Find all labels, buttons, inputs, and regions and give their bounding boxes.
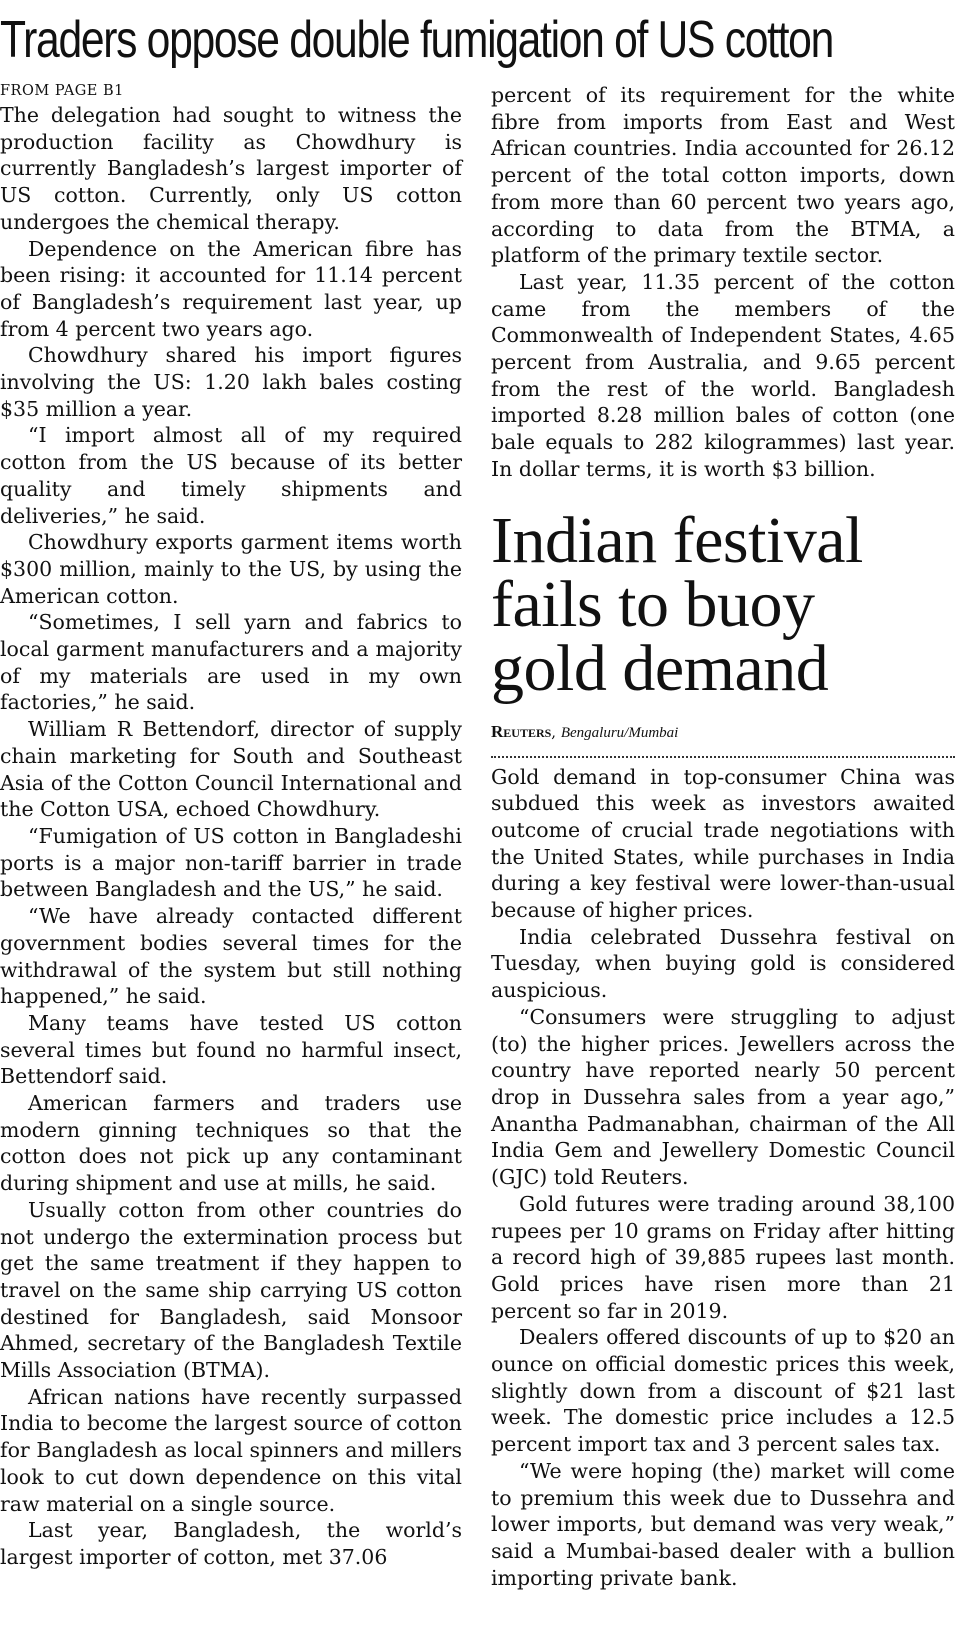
article-headline: Traders oppose double fumigation of US cotton	[0, 11, 833, 69]
paragraph: “We have already contacted different government bodies several times for the withdrawal of the system but still nothing happened,” he said.	[0, 904, 462, 1009]
paragraph: percent of its requirement for the white fibre from imports from East and West African countries. India accounted for 26.12 percent of the total cotton imports, down from more than 60 percent two years ago, according to data from the BTMA, a platform of the primary textile sector.	[491, 83, 955, 268]
paragraph: Gold futures were trading around 38,100 rupees per 10 grams on Friday after hitting a record high of 39,885 rupees last month. Gold prices have risen more than 21 percent so far in 2019.	[491, 1191, 955, 1323]
byline-agency: Reuters	[491, 721, 552, 741]
dotted-divider	[491, 750, 955, 758]
byline-place: Bengaluru/Mumbai	[560, 724, 679, 741]
paragraph: William R Bettendorf, director of supply chain marketing for South and Southeast Asia of the Cotton Council International and the Cotton USA, echoed Chowdhury.	[0, 717, 462, 822]
paragraph: The delegation had sought to witness the production facility as Chowdhury is currently Bangladesh’s largest importer of US cotton. Currently, only US cotton undergoes the chemical therapy.	[0, 103, 462, 234]
byline	[491, 723, 955, 742]
paragraph: “Consumers were struggling to adjust (to) the higher prices. Jewellers across the country have reported nearly 50 percent drop in Dussehra sales from a year ago,” Anantha Padmanabhan, chairman of the All India Gem and Jewellery Domestic Council (GJC) told Reuters.	[491, 1004, 955, 1190]
paragraph: Dealers offered discounts of up to $20 an ounce on official domestic prices this week, slightly down from a discount of $21 last week. The domestic price includes a 12.5 percent import tax and 3 percent sales tax.	[491, 1325, 955, 1457]
headline-line: Indian festival	[491, 503, 863, 577]
paragraph: Last year, Bangladesh, the world’s largest importer of cotton, met 37.06	[0, 1518, 462, 1569]
paragraph: African nations have recently surpassed India to become the largest source of cotton for Bangladesh as local spinners and millers look to cut down dependence on this vital raw material on a single source.	[0, 1384, 462, 1516]
left-column	[0, 82, 462, 1571]
from-page-label: FROM PAGE B1	[0, 83, 124, 99]
paragraph: “Sometimes, I sell yarn and fabrics to local garment manufacturers and a majority of my materials are used in my own factories,” he said.	[0, 610, 462, 715]
paragraph: Chowdhury shared his import figures involving the US: 1.20 lakh bales costing $35 million a year.	[0, 343, 462, 421]
paragraph: “We were hoping (the) market will come to premium this week due to Dussehra and lower imports, but demand was very weak,” said a Mumbai-based dealer with a bullion importing private bank.	[491, 1458, 955, 1590]
paragraph: “Fumigation of US cotton in Bangladeshi ports is a major non-tariff barrier in trade between Bangladesh and the US,” he said.	[0, 823, 462, 902]
paragraph: Many teams have tested US cotton several times but found no harmful insect, Bettendorf said.	[0, 1010, 462, 1089]
paragraph: Last year, 11.35 percent of the cotton came from the members of the Commonwealth of Independent States, 4.65 percent from Australia, and 9.65 percent from the rest of the world. Bangladesh imported 8.28 million bales of cotton (one bale equals to 282 kilogrammes) last year. In dollar terms, it is worth $3 billion.	[491, 269, 955, 481]
right-column	[491, 82, 955, 1591]
second-article-headline	[491, 503, 955, 705]
paragraph: India celebrated Dussehra festival on Tuesday, when buying gold is considered auspicious.	[491, 924, 955, 1003]
paragraph: Usually cotton from other countries do not undergo the extermination process but get the same treatment if they happen to travel on the same ship carrying US cotton destined for Bangladesh, said Monsoor Ahmed, secretary of the Bangladesh Textile Mills Association (BTMA).	[0, 1197, 462, 1383]
headline-line: fails to buoy	[491, 567, 815, 641]
paragraph: Gold demand in top-consumer China was subdued this week as investors awaited outcome of crucial trade negotiations with the United States, while purchases in India during a key festival were lower-than-usual because of higher prices.	[491, 764, 955, 923]
paragraph: “I import almost all of my required cotton from the US because of its better quality and timely shipments and deliveries,” he said.	[0, 423, 462, 528]
paragraph: Dependence on the American fibre has been rising: it accounted for 11.14 percent of Bangladesh’s requirement last year, up from 4 percent two years ago.	[0, 236, 462, 341]
byline-separator: ,	[551, 722, 561, 741]
headline-line: gold demand	[491, 631, 829, 705]
paragraph: Chowdhury exports garment items worth $300 million, mainly to the US, by using the American cotton.	[0, 530, 462, 608]
paragraph: American farmers and traders use modern ginning techniques so that the cotton does not pick up any contaminant during shipment and use at mills, he said.	[0, 1091, 462, 1196]
